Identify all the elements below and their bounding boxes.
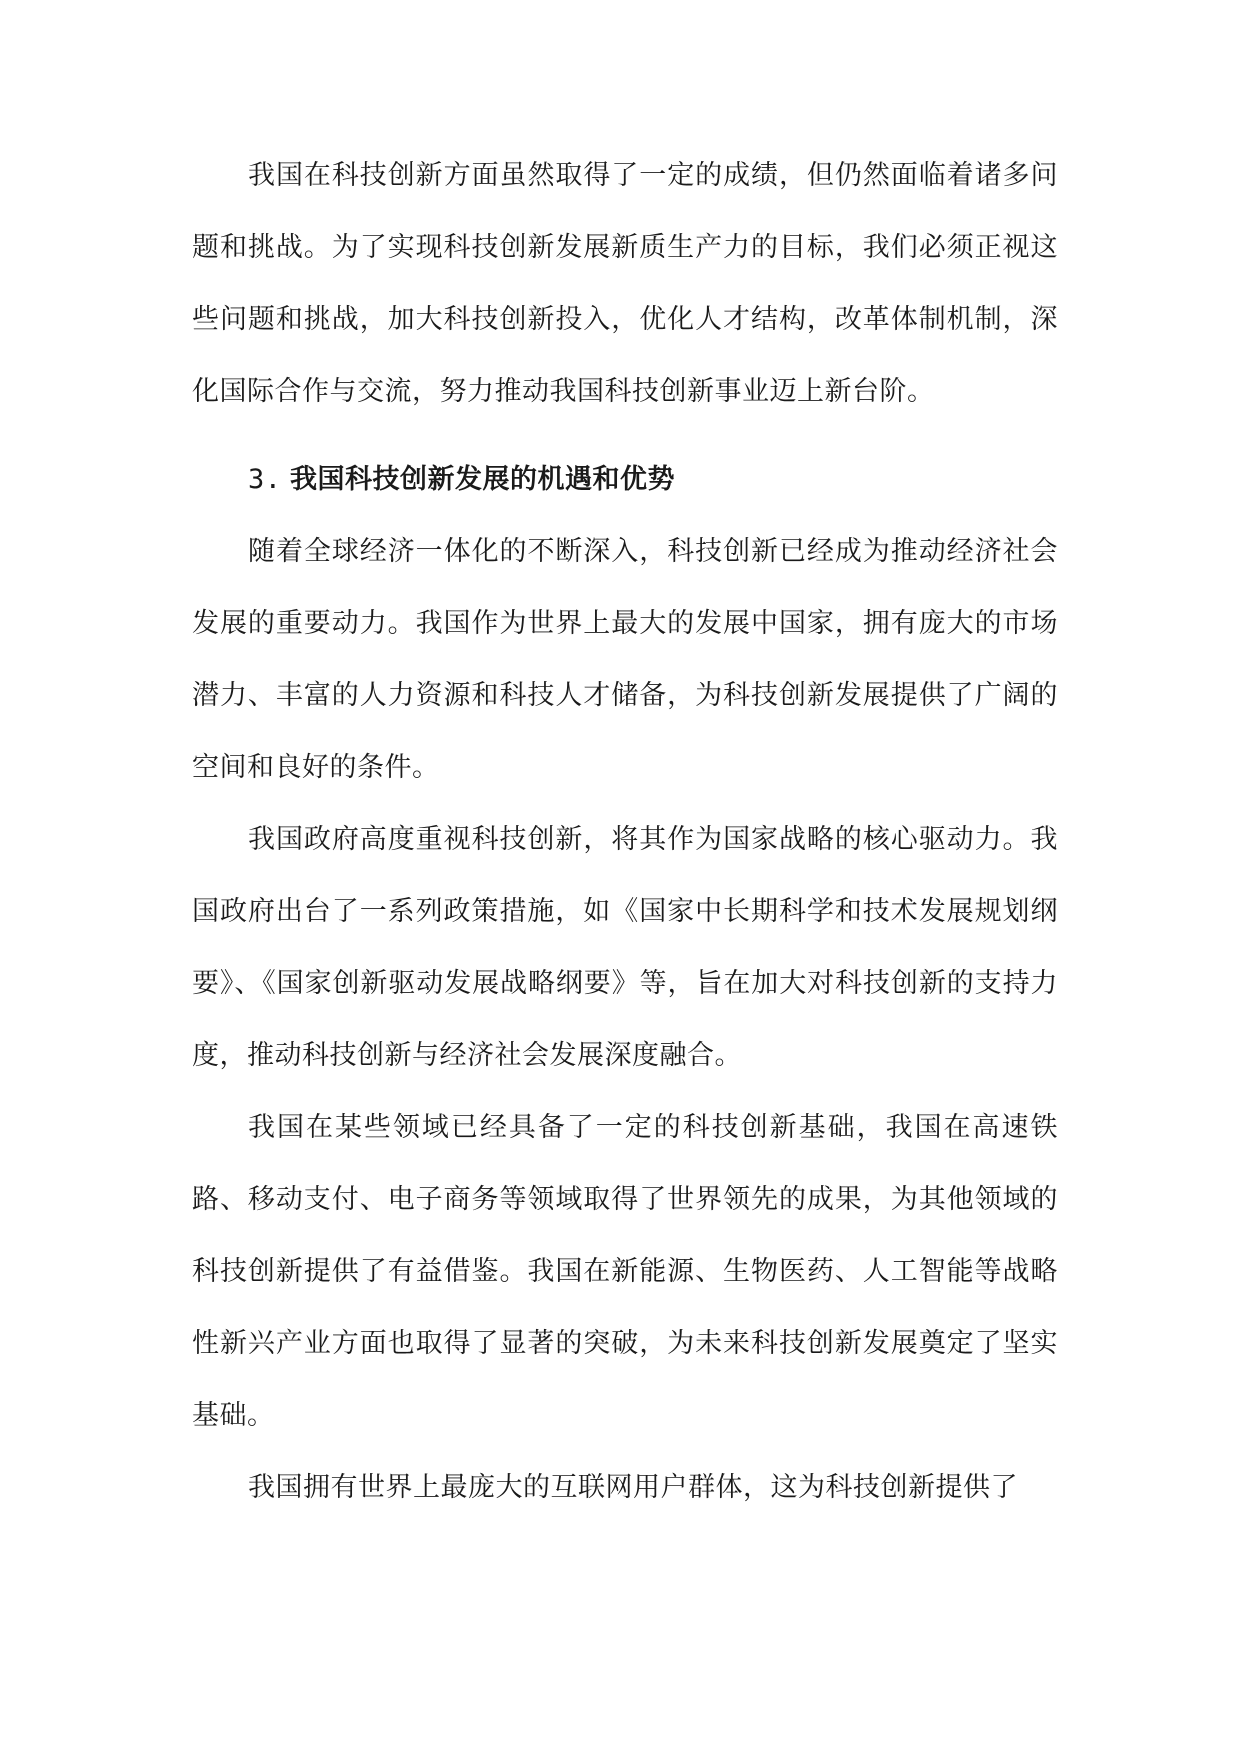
section-number: 3. (248, 464, 282, 495)
paragraph: 我国在科技创新方面虽然取得了一定的成绩，但仍然面临着诸多问题和挑战。为了实现科技创新发展新质生产力的目标，我们必须正视这些问题和挑战，加大科技创新投入，优化人才结构，改革体制机制，深化国际合作与交流，努力推动我国科技创新事业迈上新台阶。 (192, 160, 1058, 407)
paragraph: 我国拥有世界上最庞大的互联网用户群体，这为科技创新提供了 (248, 1472, 1018, 1503)
section-title: 我国科技创新发展的机遇和优势 (290, 464, 675, 495)
document-body (192, 140, 1058, 1524)
paragraph: 我国政府高度重视科技创新，将其作为国家战略的核心驱动力。我国政府出台了一系列政策措施，如《国家中长期科学和技术发展规划纲要》、《国家创新驱动发展战略纲要》等，旨在加大对科技创新的支持力度，推动科技创新与经济社会发展深度融合。 (192, 824, 1058, 1071)
paragraph: 随着全球经济一体化的不断深入，科技创新已经成为推动经济社会发展的重要动力。我国作为世界上最大的发展中国家，拥有庞大的市场潜力、丰富的人力资源和科技人才储备，为科技创新发展提供了广阔的空间和良好的条件。 (192, 536, 1058, 783)
section-heading (192, 444, 1058, 516)
paragraph: 我国在某些领域已经具备了一定的科技创新基础，我国在高速铁路、移动支付、电子商务等领域取得了世界领先的成果，为其他领域的科技创新提供了有益借鉴。我国在新能源、生物医药、人工智能等战略性新兴产业方面也取得了显著的突破，为未来科技创新发展奠定了坚实基础。 (192, 1112, 1058, 1431)
